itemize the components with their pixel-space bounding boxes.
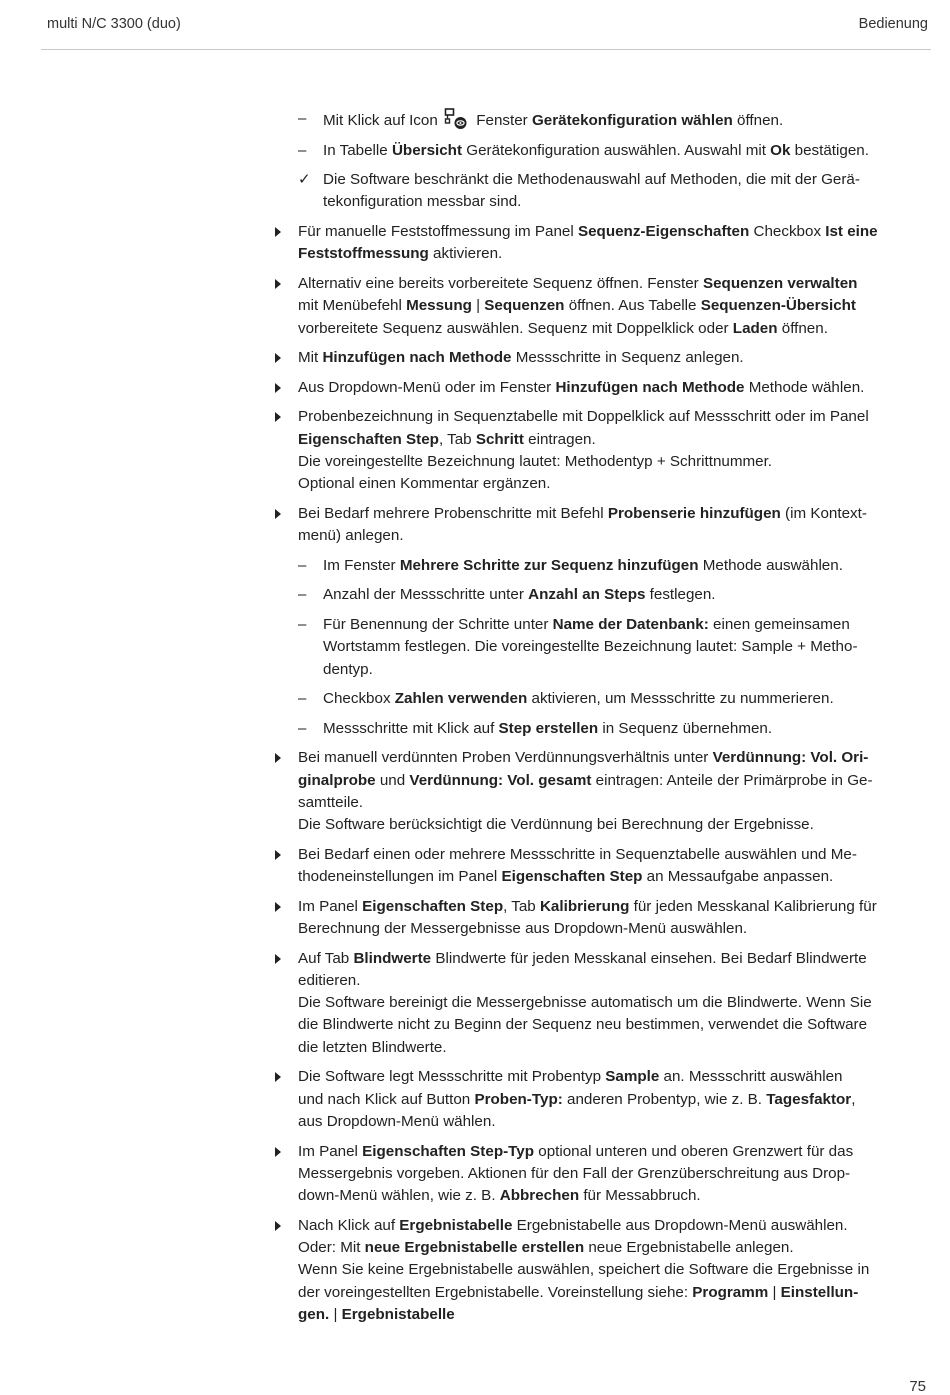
step-triangle-icon bbox=[272, 1215, 292, 1238]
instruction-substep bbox=[272, 614, 932, 681]
text-run: Nach Klick auf bbox=[298, 1216, 400, 1234]
ui-term: Mehrere Schritte zur Sequenz hinzufügen bbox=[399, 556, 699, 574]
text-run: anderen Probentyp, wie z. B. bbox=[562, 1090, 767, 1108]
text-run: tekonfiguration messbar sind. bbox=[323, 193, 522, 211]
text-run: menü) anlegen. bbox=[298, 527, 404, 545]
ui-term: Probenserie hinzufügen bbox=[607, 504, 781, 522]
text-line bbox=[298, 1237, 932, 1259]
ui-term: Übersicht bbox=[391, 141, 463, 159]
text-line bbox=[298, 1111, 932, 1133]
text-run: Die voreingestellte Bezeichnung lautet: Methodentyp + Schrittnummer. bbox=[298, 452, 773, 470]
ui-term: Hinzufügen nach Methode bbox=[322, 349, 512, 367]
text-line bbox=[298, 1014, 932, 1036]
instruction-list bbox=[272, 108, 932, 1333]
instruction-step bbox=[272, 896, 932, 941]
text-line bbox=[298, 318, 932, 340]
text-line bbox=[323, 169, 932, 191]
ui-term: Sample bbox=[605, 1068, 660, 1086]
instruction-step bbox=[272, 503, 932, 548]
page-header-left: multi N/C 3300 (duo) bbox=[47, 16, 181, 32]
text-line bbox=[298, 473, 932, 495]
ui-term: Verdünnung: Vol. Ori- bbox=[712, 749, 869, 767]
page-number: 75 bbox=[909, 1378, 926, 1395]
text-run: öffnen. bbox=[777, 319, 828, 337]
ui-term: Abbrechen bbox=[499, 1187, 580, 1205]
instruction-step bbox=[272, 948, 932, 1059]
result-check-icon: ✓ bbox=[298, 171, 311, 189]
text-run: down-Menü wählen, wie z. B. bbox=[298, 1187, 500, 1205]
text-line bbox=[298, 1037, 932, 1059]
ui-term: Ergebnistabelle bbox=[341, 1305, 455, 1323]
text-run: für Messabbruch. bbox=[579, 1187, 701, 1205]
text-line bbox=[323, 584, 932, 606]
text-line bbox=[323, 688, 932, 710]
text-line bbox=[298, 295, 932, 317]
text-run: (im Kontext- bbox=[780, 504, 867, 522]
step-triangle-icon bbox=[272, 1066, 292, 1089]
instruction-substep bbox=[272, 688, 932, 710]
text-run: und nach Klick auf Button bbox=[298, 1090, 475, 1108]
ui-term: Hinzufügen nach Methode bbox=[555, 378, 745, 396]
step-triangle-icon bbox=[272, 503, 292, 526]
instruction-substep bbox=[272, 555, 932, 577]
text-line bbox=[298, 1185, 932, 1207]
instruction-substep bbox=[272, 140, 932, 162]
text-run: der voreingestellten Ergebnistabelle. Voreinstellung siehe: bbox=[298, 1283, 693, 1301]
text-run: Alternativ eine bereits vorbereitete Sequenz öffnen. Fenster bbox=[298, 274, 703, 292]
text-line bbox=[298, 377, 932, 399]
text-line bbox=[298, 1141, 932, 1163]
instruction-substep bbox=[272, 108, 932, 132]
text-line bbox=[323, 191, 932, 213]
device-config-icon bbox=[444, 108, 470, 130]
text-run: Im Fenster bbox=[323, 556, 400, 574]
instruction-step bbox=[272, 1215, 932, 1326]
text-line bbox=[298, 273, 932, 295]
ui-term: Name der Datenbank: bbox=[552, 615, 709, 633]
text-run: In Tabelle bbox=[323, 141, 392, 159]
text-run: Für Benennung der Schritte unter bbox=[323, 615, 553, 633]
text-line bbox=[298, 866, 932, 888]
ui-term: Sequenzen-Übersicht bbox=[700, 297, 856, 315]
text-run: festlegen. bbox=[645, 586, 716, 604]
text-run: Blindwerte für jeden Messkanal einsehen. Bei Bedarf Blindwerte bbox=[431, 949, 867, 967]
ui-term: Programm bbox=[692, 1283, 769, 1301]
dash-bullet: – bbox=[298, 586, 307, 604]
ui-term: Tagesfaktor bbox=[766, 1090, 852, 1108]
text-run: Methode auswählen. bbox=[698, 556, 843, 574]
instruction-substep bbox=[272, 584, 932, 606]
text-run: eintragen. bbox=[523, 430, 596, 448]
text-run: Gerätekonfiguration auswählen. Auswahl mit bbox=[462, 141, 771, 159]
text-run: in Sequenz übernehmen. bbox=[598, 719, 773, 737]
ui-term: Eigenschaften Step-Typ bbox=[362, 1142, 535, 1160]
text-run: Bei Bedarf einen oder mehrere Messschritte in Sequenztabelle auswählen und Me- bbox=[298, 845, 857, 863]
ui-term: ginalprobe bbox=[298, 771, 376, 789]
text-run: Bei Bedarf mehrere Probenschritte mit Befehl bbox=[298, 504, 608, 522]
text-line bbox=[298, 1215, 932, 1237]
ui-term: Einstellun- bbox=[780, 1283, 859, 1301]
page-header-right: Bedienung bbox=[858, 16, 928, 32]
text-run: Berechnung der Messergebnisse aus Dropdown-Menü auswählen. bbox=[298, 919, 748, 937]
text-line bbox=[298, 918, 932, 940]
text-run: | bbox=[329, 1305, 342, 1323]
text-line bbox=[298, 451, 932, 473]
instruction-step bbox=[272, 377, 932, 399]
instruction-step bbox=[272, 844, 932, 889]
text-run: mit Menübefehl bbox=[298, 297, 407, 315]
ui-term: Verdünnung: Vol. gesamt bbox=[409, 771, 592, 789]
text-run: editieren. bbox=[298, 971, 361, 989]
dash-bullet: – bbox=[298, 615, 307, 633]
text-run: Aus Dropdown-Menü oder im Fenster bbox=[298, 378, 556, 396]
text-run: aus Dropdown-Menü wählen. bbox=[298, 1112, 496, 1130]
text-line bbox=[298, 1089, 932, 1111]
text-run: Die Software bereinigt die Messergebnisse automatisch um die Blindwerte. Wenn Sie bbox=[298, 994, 872, 1012]
text-line bbox=[298, 503, 932, 525]
ui-term: Gerätekonfiguration wählen bbox=[531, 112, 733, 129]
step-triangle-icon bbox=[272, 948, 292, 971]
text-line bbox=[298, 896, 932, 918]
instruction-substep bbox=[272, 718, 932, 740]
text-line bbox=[323, 718, 932, 740]
ui-term: Ok bbox=[770, 141, 791, 159]
text-line bbox=[298, 429, 932, 451]
text-line bbox=[298, 948, 932, 970]
ui-term: Kalibrierung bbox=[539, 897, 630, 915]
text-run: Oder: Mit bbox=[298, 1239, 365, 1256]
ui-term: Eigenschaften Step bbox=[298, 430, 439, 448]
step-triangle-icon bbox=[272, 896, 292, 919]
text-run: für jeden Messkanal Kalibrierung für bbox=[629, 897, 877, 915]
step-triangle-icon bbox=[272, 273, 292, 296]
ui-term: Proben-Typ: bbox=[474, 1090, 563, 1108]
text-run: die Blindwerte nicht zu Beginn der Sequenz neu bestimmen, verwendet die Software bbox=[298, 1016, 868, 1034]
text-run: dentyp. bbox=[323, 660, 373, 678]
ui-term: Laden bbox=[732, 319, 778, 337]
text-run: Im Panel bbox=[298, 897, 363, 915]
ui-term: neue Ergebnistabelle erstellen bbox=[364, 1239, 585, 1256]
text-line bbox=[323, 614, 932, 636]
text-run: an Messaufgabe anpassen. bbox=[642, 868, 834, 886]
instruction-step bbox=[272, 406, 932, 495]
text-run: an. Messschritt auswählen bbox=[659, 1068, 843, 1086]
ui-term: Sequenz-Eigenschaften bbox=[577, 223, 750, 241]
text-run: Bei manuell verdünnten Proben Verdünnungsverhältnis unter bbox=[298, 749, 713, 767]
text-run: vorbereitete Sequenz auswählen. Sequenz mit Doppelklick oder bbox=[298, 319, 733, 337]
ui-term: Eigenschaften Step bbox=[362, 897, 504, 915]
text-run: Optional einen Kommentar ergänzen. bbox=[298, 475, 551, 493]
ui-term: gen. bbox=[298, 1305, 330, 1323]
ui-term: Sequenzen bbox=[484, 297, 565, 315]
text-line bbox=[298, 243, 932, 265]
text-run: eintragen: Anteile der Primärprobe in Ge- bbox=[591, 771, 873, 789]
text-line bbox=[298, 1066, 932, 1088]
step-triangle-icon bbox=[272, 377, 292, 400]
text-run: Die Software beschränkt die Methodenauswahl auf Methoden, die mit der Gerä- bbox=[323, 171, 860, 189]
dash-bullet: – bbox=[298, 719, 307, 737]
instruction-step bbox=[272, 1066, 932, 1133]
text-run: Wortstamm festlegen. Die voreingestellte Bezeichnung lautet: Sample + Metho- bbox=[323, 638, 858, 656]
ui-term: Schritt bbox=[475, 430, 524, 448]
text-run: optional unteren und oberen Grenzwert für das bbox=[534, 1142, 854, 1160]
text-line bbox=[298, 221, 932, 243]
dash-bullet: – bbox=[298, 141, 307, 159]
text-run: Ergebnistabelle aus Dropdown-Menü auswählen. bbox=[512, 1216, 848, 1234]
step-triangle-icon bbox=[272, 221, 292, 244]
text-line bbox=[298, 814, 932, 836]
text-run: Checkbox bbox=[323, 690, 395, 708]
dash-bullet: – bbox=[298, 556, 307, 574]
text-line bbox=[298, 992, 932, 1014]
ui-term: Ergebnistabelle bbox=[399, 1216, 513, 1234]
text-run: Checkbox bbox=[749, 223, 826, 241]
ui-term: Step erstellen bbox=[498, 719, 599, 737]
text-run: | bbox=[768, 1283, 781, 1301]
ui-term: Zahlen verwenden bbox=[394, 690, 528, 708]
text-run: aktivieren, um Messschritte zu nummerieren. bbox=[527, 690, 834, 708]
text-run: öffnen. bbox=[732, 112, 784, 129]
text-line bbox=[298, 970, 932, 992]
instruction-step bbox=[272, 273, 932, 340]
text-run: aktivieren. bbox=[428, 245, 503, 263]
text-run: | bbox=[471, 297, 485, 315]
text-line bbox=[323, 659, 932, 681]
text-run: einen gemeinsamen bbox=[708, 615, 850, 633]
text-line bbox=[298, 525, 932, 547]
ui-term: Sequenzen verwalten bbox=[702, 274, 858, 292]
text-run: Auf Tab bbox=[298, 949, 354, 967]
text-run: öffnen. Aus Tabelle bbox=[564, 297, 701, 315]
dash-bullet: – bbox=[298, 690, 307, 708]
text-line bbox=[298, 1304, 932, 1326]
header-divider bbox=[41, 49, 931, 50]
text-run: Messergebnis vorgeben. Aktionen für den Fall der Grenzüberschreitung aus Drop- bbox=[298, 1164, 851, 1182]
text-run: Die Software legt Messschritte mit Probentyp bbox=[298, 1068, 606, 1086]
text-run: neue Ergebnistabelle anlegen. bbox=[584, 1239, 794, 1256]
instruction-step bbox=[272, 221, 932, 266]
ui-term: Blindwerte bbox=[353, 949, 432, 967]
text-run: , bbox=[851, 1090, 856, 1108]
text-line bbox=[323, 140, 932, 162]
text-run: Messschritte mit Klick auf bbox=[323, 719, 499, 737]
text-run: thodeneinstellungen im Panel bbox=[298, 868, 502, 886]
text-run: die letzten Blindwerte. bbox=[298, 1038, 447, 1056]
instruction-step bbox=[272, 747, 932, 836]
text-run: , Tab bbox=[438, 430, 476, 448]
text-run: , Tab bbox=[503, 897, 540, 915]
dash-bullet: – bbox=[298, 110, 307, 127]
step-triangle-icon bbox=[272, 347, 292, 370]
instruction-substep bbox=[272, 169, 932, 214]
step-triangle-icon bbox=[272, 1141, 292, 1164]
step-triangle-icon bbox=[272, 406, 292, 429]
text-line bbox=[298, 792, 932, 814]
text-line bbox=[323, 108, 932, 132]
text-line bbox=[323, 636, 932, 658]
ui-term: Ist eine bbox=[825, 223, 878, 241]
text-line bbox=[298, 406, 932, 428]
ui-term: Anzahl an Steps bbox=[528, 586, 646, 604]
text-run: Methode wählen. bbox=[744, 378, 865, 396]
text-line bbox=[298, 1163, 932, 1185]
text-run: Probenbezeichnung in Sequenztabelle mit Doppelklick auf Messschritt oder im Panel bbox=[298, 408, 869, 426]
text-line bbox=[298, 1259, 932, 1281]
text-run: Im Panel bbox=[298, 1142, 363, 1160]
text-line bbox=[298, 747, 932, 769]
text-line bbox=[298, 347, 932, 369]
text-run: Wenn Sie keine Ergebnistabelle auswählen, speichert die Software die Ergebnisse in bbox=[298, 1261, 870, 1279]
text-line bbox=[298, 1282, 932, 1304]
text-run: Für manuelle Feststoffmessung im Panel bbox=[298, 223, 578, 241]
text-run: Mit bbox=[298, 349, 323, 367]
step-triangle-icon bbox=[272, 747, 292, 770]
text-line bbox=[323, 555, 932, 577]
text-run: Messschritte in Sequenz anlegen. bbox=[511, 349, 744, 367]
text-run: und bbox=[375, 771, 410, 789]
instruction-step bbox=[272, 1141, 932, 1208]
text-run: Die Software berücksichtigt die Verdünnung bei Berechnung der Ergebnisse. bbox=[298, 816, 814, 834]
ui-term: Feststoffmessung bbox=[298, 245, 429, 263]
ui-term: Messung bbox=[406, 297, 472, 315]
text-run: Anzahl der Messschritte unter bbox=[323, 586, 529, 604]
text-line bbox=[298, 844, 932, 866]
text-run: samtteile. bbox=[298, 793, 363, 811]
instruction-step bbox=[272, 347, 932, 369]
text-run: bestätigen. bbox=[790, 141, 869, 159]
text-run: Mit Klick auf Icon bbox=[323, 112, 443, 129]
text-run: Fenster bbox=[472, 112, 532, 129]
ui-term: Eigenschaften Step bbox=[501, 868, 643, 886]
text-line bbox=[298, 770, 932, 792]
step-triangle-icon bbox=[272, 844, 292, 867]
